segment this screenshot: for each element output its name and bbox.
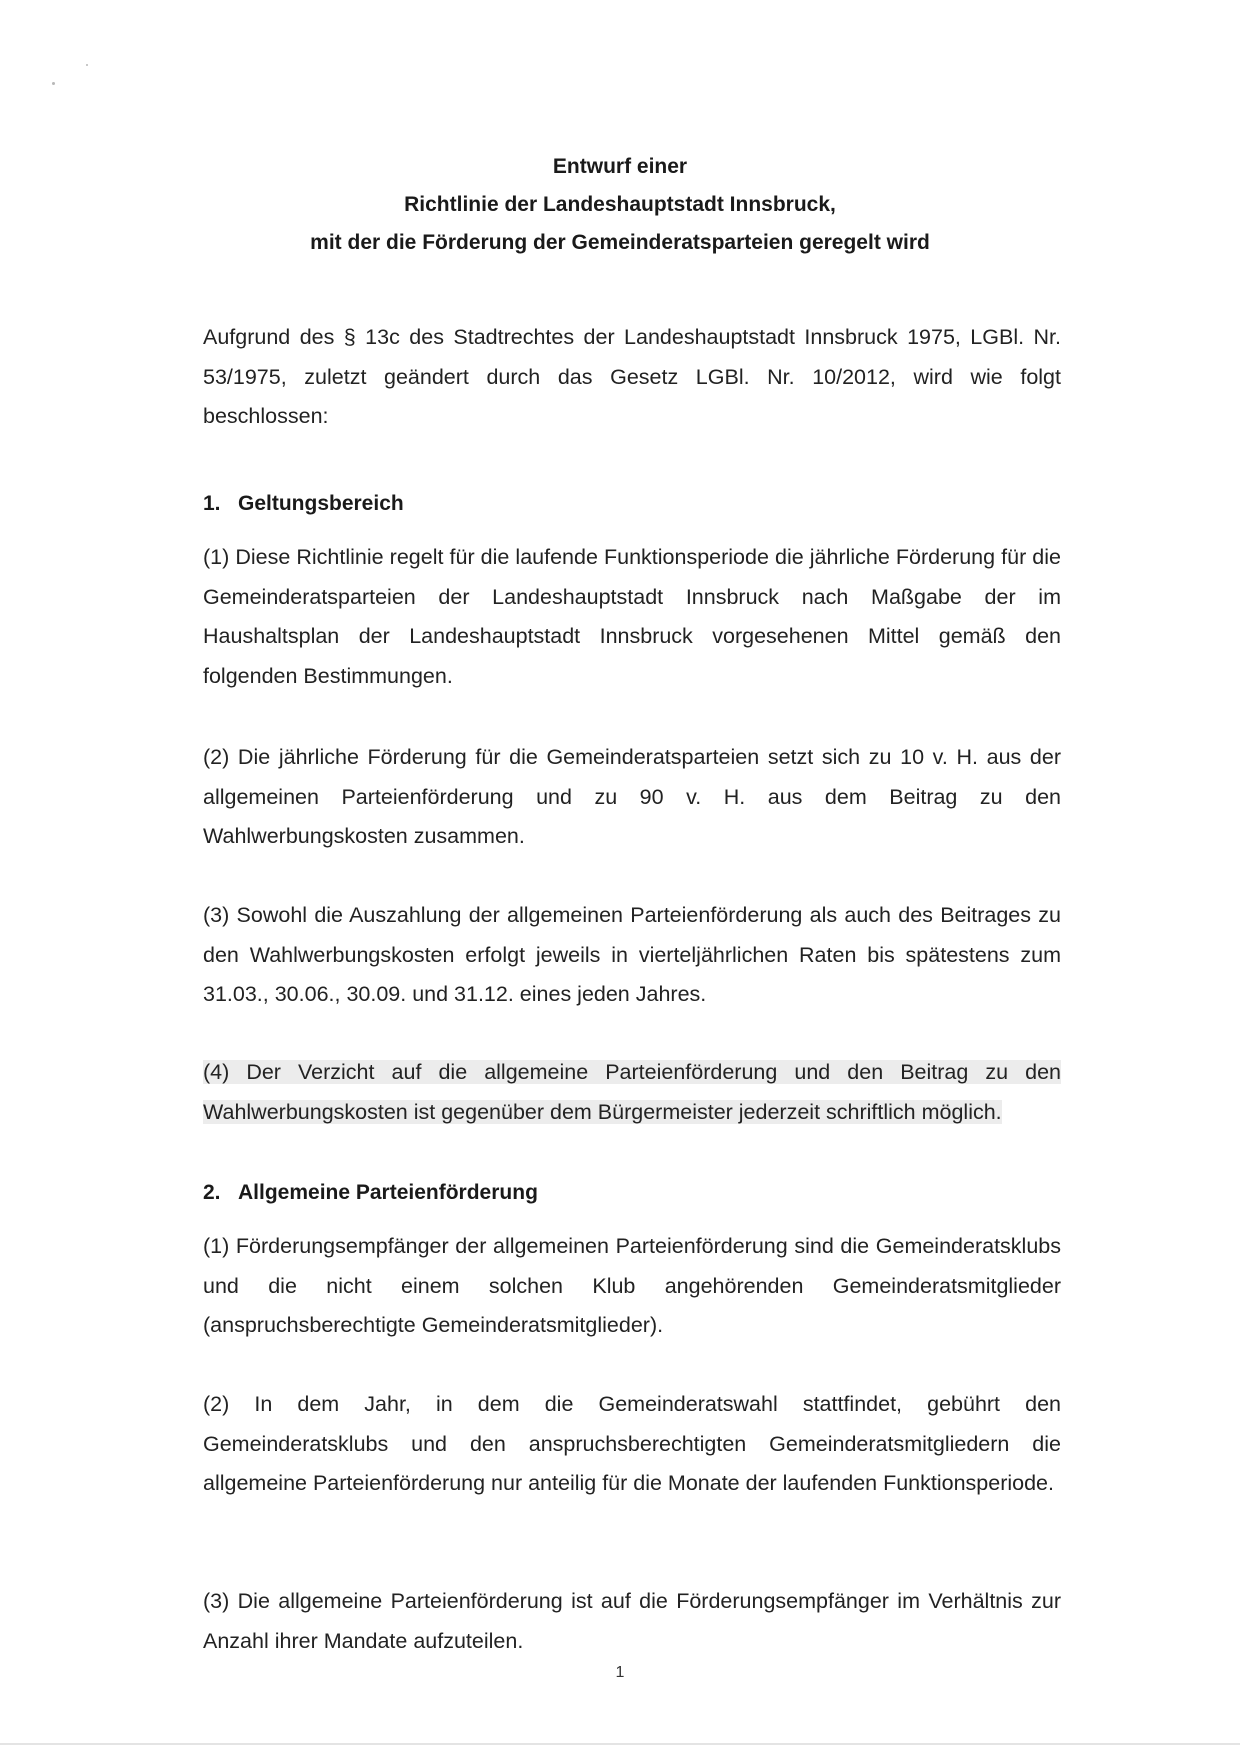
section-1-heading <box>203 492 404 516</box>
section-2-para-2 <box>203 1385 1061 1504</box>
title-line-2: Richtlinie der Landeshauptstadt Innsbruck, <box>404 193 836 216</box>
paragraph-text <box>203 1053 1061 1132</box>
section-2-title: Allgemeine Parteienförderung <box>238 1181 538 1204</box>
paragraph-text: (2) Die jährliche Förderung für die Gemeinderatsparteien setzt sich zu 10 v. H. aus der allgemeinen Parteienförderung und zu 90 v. H. aus dem Beitrag zu den Wahlwerbungskosten zusammen. <box>203 745 1061 848</box>
section-1-para-1 <box>203 538 1061 696</box>
section-2-para-3 <box>203 1582 1061 1661</box>
preamble-text: Aufgrund des § 13c des Stadtrechtes der Landeshauptstadt Innsbruck 1975, LGBl. Nr. 53/1975, zuletzt geändert durch das Gesetz LGBl. Nr. 10/2012, wird wie folgt beschlossen: <box>203 325 1061 428</box>
section-2-heading <box>203 1181 538 1205</box>
paragraph-text: (3) Die allgemeine Parteienförderung ist auf die Förderungsempfänger im Verhältnis zur Anzahl ihrer Mandate aufzuteilen. <box>203 1589 1061 1653</box>
page-number: 1 <box>615 1664 625 1681</box>
paragraph-text: (1) Diese Richtlinie regelt für die laufende Funktionsperiode die jährliche Förderung für die Gemeinderatsparteien der Landeshauptstadt Innsbruck nach Maßgabe der im Haushaltsplan der Landeshauptstadt Innsbruck vorgesehenen Mittel gemäß den folgenden Bestimmungen. <box>203 545 1061 688</box>
scan-speck <box>52 82 55 85</box>
section-2-para-1 <box>203 1227 1061 1346</box>
title-line-3: mit der die Förderung der Gemeinderatsparteien geregelt wird <box>310 231 930 254</box>
section-1-para-3 <box>203 896 1061 1015</box>
title-line-1: Entwurf einer <box>552 155 688 178</box>
scan-edge-line <box>0 1743 1240 1745</box>
paragraph-text: (2) In dem Jahr, in dem die Gemeinderatswahl stattfindet, gebührt den Gemeinderatsklubs und den anspruchsberechtigten Gemeinderatsmitgliedern die allgemeine Parteienförderung nur anteilig für die Monate der laufenden Funktionsperiode. <box>203 1392 1061 1495</box>
highlighted-text: (4) Der Verzicht auf die allgemeine Parteienförderung und den Beitrag zu den Wahlwerbungskosten ist gegenüber dem Bürgermeister jederzeit schriftlich möglich. <box>203 1060 1061 1124</box>
scan-speck <box>86 64 88 66</box>
document-title <box>0 148 1240 262</box>
section-1-para-4 <box>203 1053 1061 1132</box>
preamble <box>203 318 1061 437</box>
paragraph-text: (3) Sowohl die Auszahlung der allgemeinen Parteienförderung als auch des Beitrages zu den Wahlwerbungskosten erfolgt jeweils in vierteljährlichen Raten bis spätestens zum 31.03., 30.06., 30.09. und 31.12. eines jeden Jahres. <box>203 903 1061 1006</box>
section-1-title: Geltungsbereich <box>238 492 404 515</box>
section-2-number: 2. <box>203 1181 221 1204</box>
paragraph-text: (1) Förderungsempfänger der allgemeinen Parteienförderung sind die Gemeinderatsklubs und die nicht einem solchen Klub angehörenden Gemeinderatsmitglieder (anspruchsberechtigte Gemeinderatsmitglieder). <box>203 1234 1061 1337</box>
section-1-para-2 <box>203 738 1061 857</box>
section-1-number: 1. <box>203 492 221 515</box>
